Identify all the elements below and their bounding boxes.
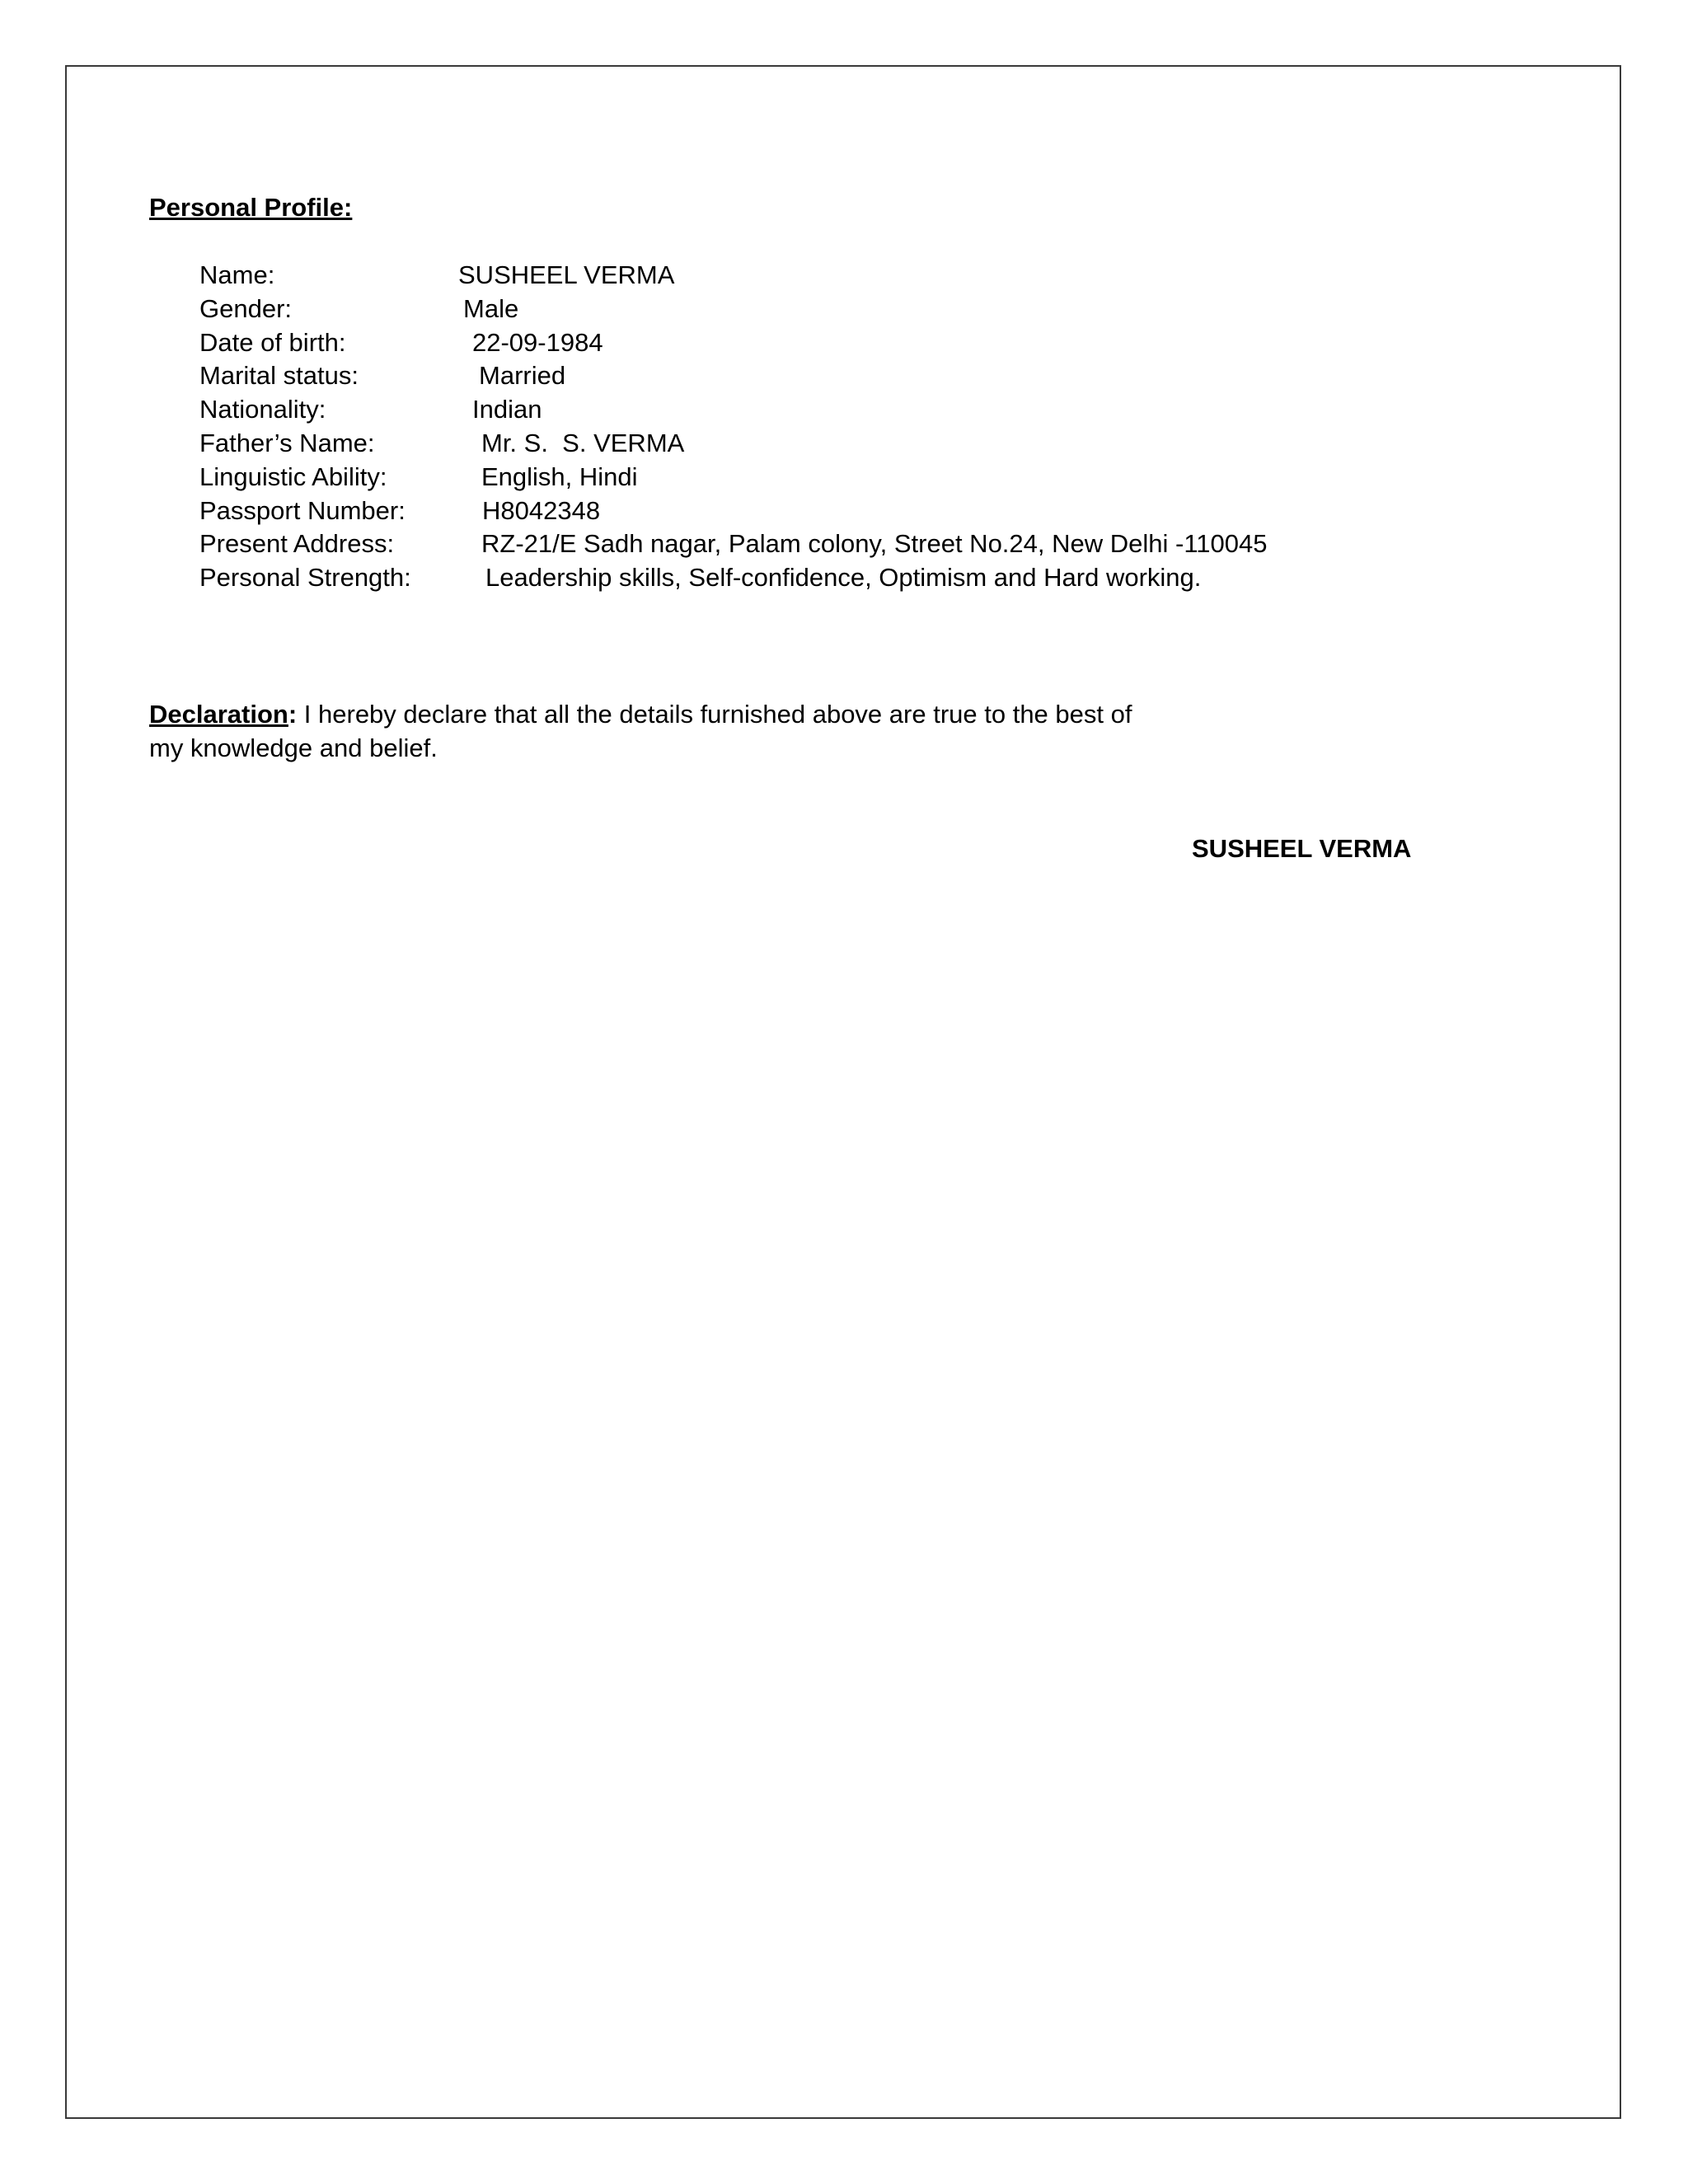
profile-value: Married [479, 361, 566, 391]
section-heading-personal-profile: Personal Profile: [149, 193, 353, 222]
profile-label: Father’s Name: [199, 428, 375, 457]
profile-value: English, Hindi [481, 462, 638, 491]
profile-row-nationality [199, 393, 1551, 427]
profile-row-gender [199, 293, 1551, 326]
profile-value: Mr. S. S. VERMA [481, 428, 685, 457]
personal-profile-list [199, 259, 1551, 595]
profile-value: 22-09-1984 [472, 327, 603, 357]
declaration-paragraph [149, 697, 1163, 765]
profile-label: Nationality: [199, 395, 326, 424]
profile-row-date-of-birth [199, 326, 1551, 360]
profile-value: H8042348 [482, 495, 601, 525]
profile-label: Passport Number: [199, 495, 406, 525]
profile-value: Male [463, 293, 519, 323]
profile-row-present-address [199, 527, 1551, 561]
declaration-label-text: Declaration [149, 700, 288, 729]
profile-value: Leadership skills, Self-confidence, Optimism and Hard working. [485, 563, 1202, 593]
profile-label: Marital status: [199, 361, 359, 391]
profile-label: Linguistic Ability: [199, 462, 387, 491]
signature-name: SUSHEEL VERMA [1192, 834, 1412, 863]
profile-row-passport-number [199, 494, 1551, 528]
profile-row-fathers-name [199, 427, 1551, 461]
profile-row-name [199, 259, 1551, 293]
profile-label: Gender: [199, 293, 293, 323]
declaration-label-colon: : [288, 700, 298, 729]
profile-label: Name: [199, 260, 275, 289]
profile-row-marital-status [199, 359, 1551, 393]
profile-label: Date of birth: [199, 327, 346, 357]
profile-label: Present Address: [199, 529, 395, 559]
profile-value: Indian [472, 395, 542, 424]
profile-label: Personal Strength: [199, 563, 411, 593]
profile-value: SUSHEEL VERMA [458, 260, 675, 289]
declaration-label [149, 700, 297, 729]
profile-value: RZ-21/E Sadh nagar, Palam colony, Street No.24, New Delhi -110045 [481, 529, 1268, 559]
profile-row-personal-strength [199, 561, 1551, 595]
profile-row-linguistic-ability [199, 461, 1551, 494]
declaration-text: I hereby declare that all the details furnished above are true to the best of my knowledge and belief. [149, 700, 1132, 762]
